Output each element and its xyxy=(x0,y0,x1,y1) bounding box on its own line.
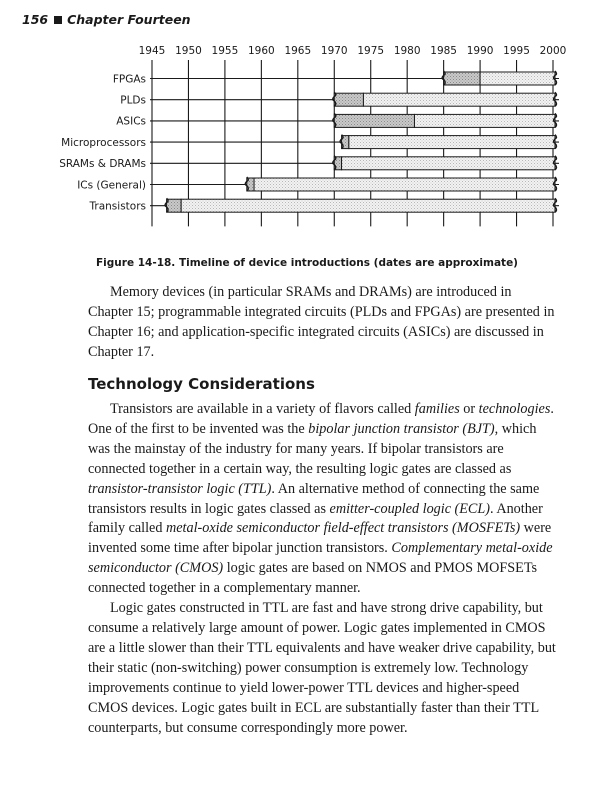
tick-label-1960: 1960 xyxy=(247,45,275,57)
section-heading: Technology Considerations xyxy=(88,375,315,393)
bar-light-ics-general xyxy=(254,178,555,191)
tick-label-1965: 1965 xyxy=(284,45,312,57)
row-label-microprocessors: Microprocessors xyxy=(61,136,146,149)
paragraph-3-text: Logic gates constructed in TTL are fast and have strong drive capability, but consume a relatively large amount of power. Logic gates implemented in CMOS are a little slower than their TTL equivalents and have weaker drive capability, but their static (non-switching) power consumption is extremely low. Technology improvements continue to yield lower-power TTL devices and higher-speed CMOS devices. Logic gates built in ECL are substantially faster than their TTL counterparts, but consume correspondingly more power. xyxy=(88,600,556,736)
bar-light-transistors xyxy=(181,199,555,212)
bar-dark-plds xyxy=(334,93,363,106)
row-label-ics-general: ICs (General) xyxy=(77,179,146,192)
paragraph-2 xyxy=(88,400,558,738)
row-label-plds: PLDs xyxy=(120,94,146,107)
chapter-title: Chapter Fourteen xyxy=(67,12,191,27)
bar-light-fpgas xyxy=(480,72,555,85)
tick-label-1945: 1945 xyxy=(138,45,166,57)
paragraph-2-text: Transistors are available in a variety of flavors called families or technologies. One of the first to be invented was the bipolar junction transistor (BJT), which was the mainstay of the industry for many years. If bipolar transistors are connected together in a certain way, the resulting logic gates are classed as transistor-transistor logic (TTL). An alternative method of connecting the same transistors results in logic gates classed as emitter-coupled logic (ECL). Another family called metal-oxide semiconductor field-effect transistors (MOSFETs) were invented some time after bipolar junction transistors. Complementary metal-oxide semiconductor (CMOS) logic gates are based on NMOS and PMOS MOFSETs connected together in a complementary manner. xyxy=(88,401,554,597)
paragraph-1 xyxy=(88,283,558,363)
timeline-chart xyxy=(0,40,614,250)
bar-light-microprocessors xyxy=(349,136,555,149)
bar-dark-fpgas xyxy=(444,72,480,85)
bar-light-plds xyxy=(363,93,555,106)
tick-label-1970: 1970 xyxy=(320,45,348,57)
tick-label-1995: 1995 xyxy=(503,45,530,57)
tick-label-1950: 1950 xyxy=(175,45,202,57)
bar-light-asics xyxy=(414,114,555,127)
row-labels xyxy=(59,73,146,212)
page-header xyxy=(22,12,191,27)
tick-label-1990: 1990 xyxy=(466,45,494,57)
header-square-icon xyxy=(54,16,62,24)
tick-label-1985: 1985 xyxy=(430,45,458,57)
x-axis-ticks xyxy=(139,45,567,57)
row-label-fpgas: FPGAs xyxy=(112,73,146,86)
page-number: 156 xyxy=(22,12,49,27)
bar-light-srams-drams xyxy=(342,157,555,170)
bar-dark-transistors xyxy=(167,199,182,212)
tick-label-1975: 1975 xyxy=(357,45,385,57)
tick-label-2000: 2000 xyxy=(539,45,567,57)
bar-dark-asics xyxy=(334,114,414,127)
row-label-srams-drams: SRAMs & DRAMs xyxy=(59,158,146,171)
paragraph-1-text: Memory devices (in particular SRAMs and DRAMs) are introduced in Chapter 15; programmable integrated circuits (PLDs and FPGAs) are presented in Chapter 16; and application-specific integrated circuits (ASICs) are discussed in Chapter 17. xyxy=(88,284,555,360)
tick-label-1955: 1955 xyxy=(211,45,239,57)
figure-caption: Figure 14-18. Timeline of device introductions (dates are approximate) xyxy=(96,257,518,269)
tick-label-1980: 1980 xyxy=(393,45,421,57)
row-label-transistors: Transistors xyxy=(89,200,146,213)
row-label-asics: ASICs xyxy=(116,115,146,128)
